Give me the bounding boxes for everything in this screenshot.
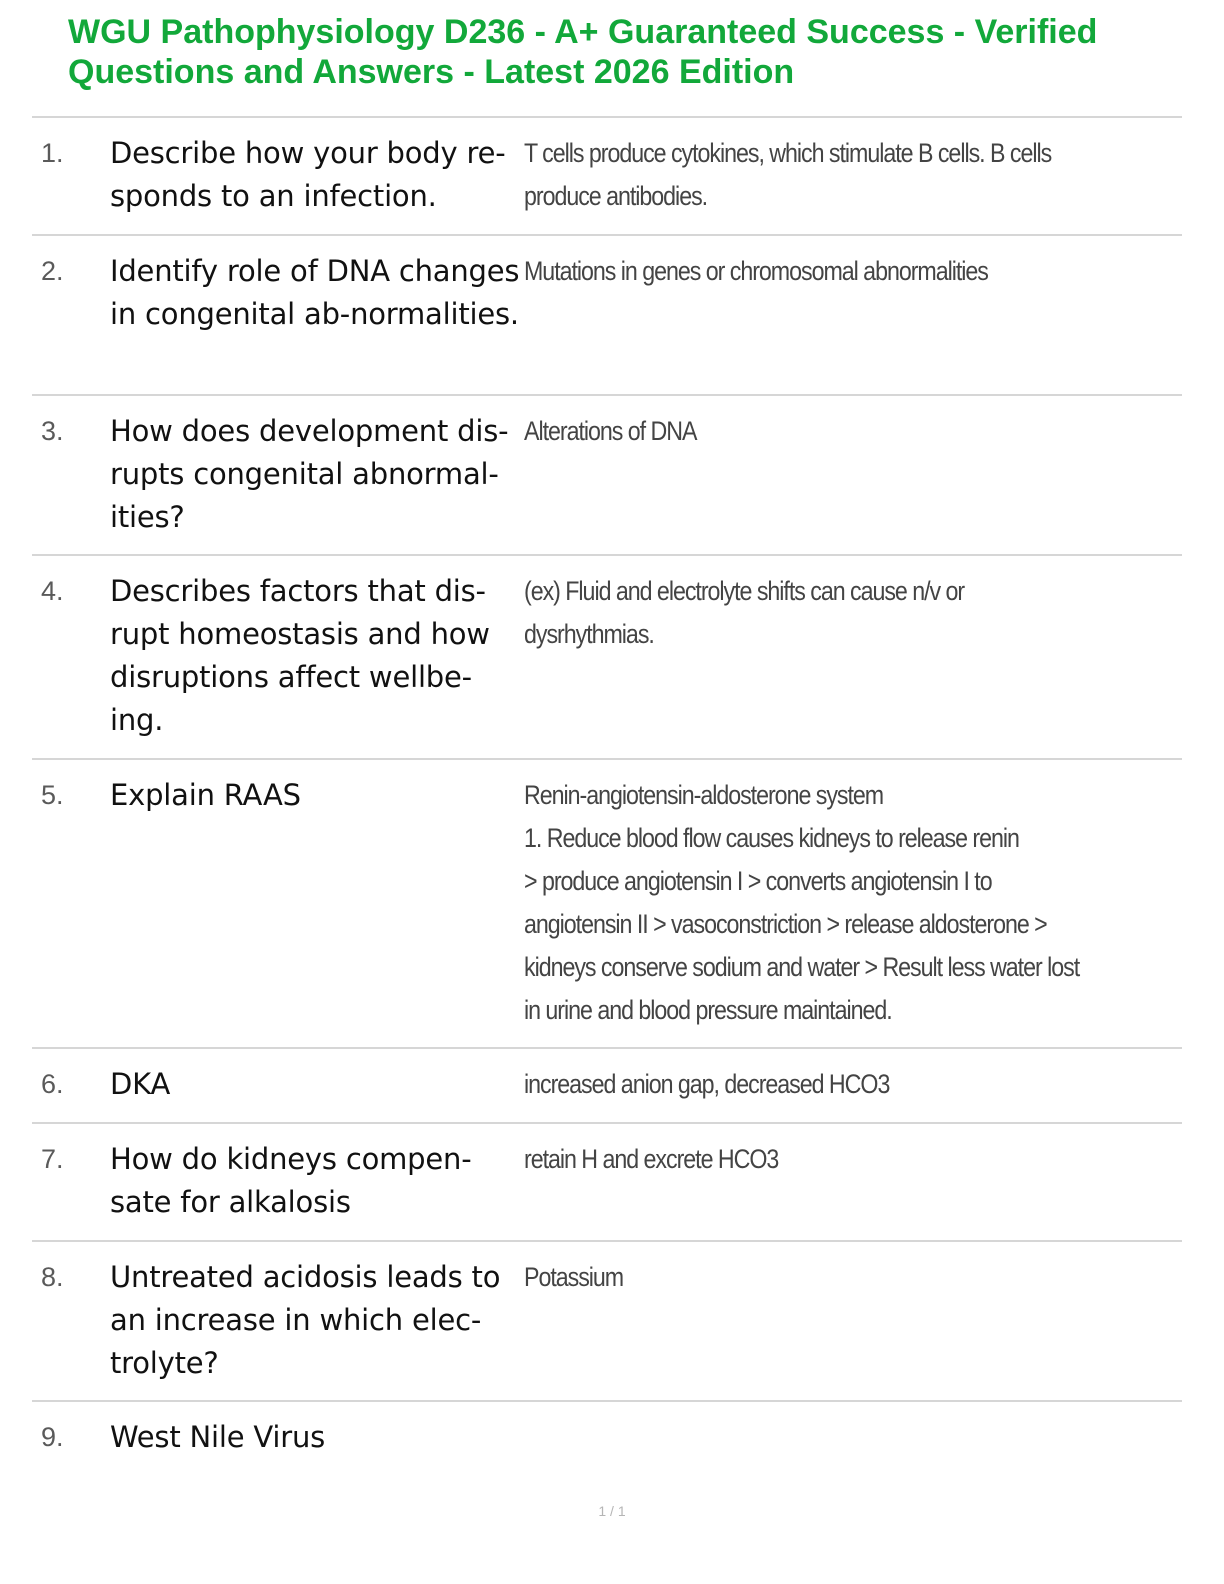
answer-text: T cells produce cytokines, which stimulate B cells. B cells produce antibodies. xyxy=(524,138,1052,211)
item-number: 1. xyxy=(41,138,64,168)
item-number: 3. xyxy=(41,416,64,446)
qa-row-1 xyxy=(32,118,1182,236)
qa-row-8 xyxy=(32,1242,1182,1402)
question-text: DKA xyxy=(110,1067,171,1101)
item-number: 4. xyxy=(41,576,64,606)
qa-row-5 xyxy=(32,760,1182,1049)
question-text: How does development dis-rupts congenital abnormal-ities? xyxy=(110,414,509,534)
qa-row-2 xyxy=(32,236,1182,396)
answer-text xyxy=(524,1416,1090,1472)
question-text: West Nile Virus xyxy=(110,1420,326,1454)
answer-text: Renin-angiotensin-aldosterone system 1. Reduce blood flow causes kidneys to release renin > produce angiotensin I > converts angiotensin I to angiotensin II > vasoconstriction > release aldosterone > kidneys conserve sodium and water > Result less water lost in urine and blood pressure maintained. xyxy=(524,780,1080,1025)
qa-row-3 xyxy=(32,396,1182,556)
answer-text: retain H and excrete HCO3 xyxy=(524,1144,779,1174)
question-text: Identify role of DNA changes in congenital ab-normalities. xyxy=(110,254,520,331)
document-title: WGU Pathophysiology D236 - A+ Guaranteed Success - Verified Questions and Answers - Latest 2026 Edition xyxy=(68,13,1098,91)
qa-list xyxy=(32,116,1182,1472)
item-number: 5. xyxy=(41,780,64,810)
item-number: 7. xyxy=(41,1144,64,1174)
question-text: Untreated acidosis leads to an increase in which elec-trolyte? xyxy=(110,1260,501,1380)
item-number: 6. xyxy=(41,1069,64,1099)
qa-row-7 xyxy=(32,1124,1182,1242)
qa-row-9 xyxy=(32,1402,1182,1472)
item-number: 8. xyxy=(41,1262,64,1292)
answer-text: Alterations of DNA xyxy=(524,416,697,446)
answer-text: Mutations in genes or chromosomal abnormalities xyxy=(524,256,988,286)
question-text: Describe how your body re-sponds to an infection. xyxy=(110,136,506,213)
item-number: 9. xyxy=(41,1422,64,1452)
answer-text: Potassium xyxy=(524,1262,624,1292)
item-number: 2. xyxy=(41,256,64,286)
page-indicator: 1 / 1 xyxy=(598,1503,626,1519)
answer-text: increased anion gap, decreased HCO3 xyxy=(524,1069,890,1099)
answer-text: (ex) Fluid and electrolyte shifts can cause n/v or dysrhythmias. xyxy=(524,576,965,649)
qa-row-4 xyxy=(32,556,1182,760)
question-text: How do kidneys compen-sate for alkalosis xyxy=(110,1142,472,1219)
qa-row-6 xyxy=(32,1049,1182,1124)
question-text: Explain RAAS xyxy=(110,778,301,812)
question-text: Describes factors that dis-rupt homeostasis and how disruptions affect wellbe-ing. xyxy=(110,574,490,737)
